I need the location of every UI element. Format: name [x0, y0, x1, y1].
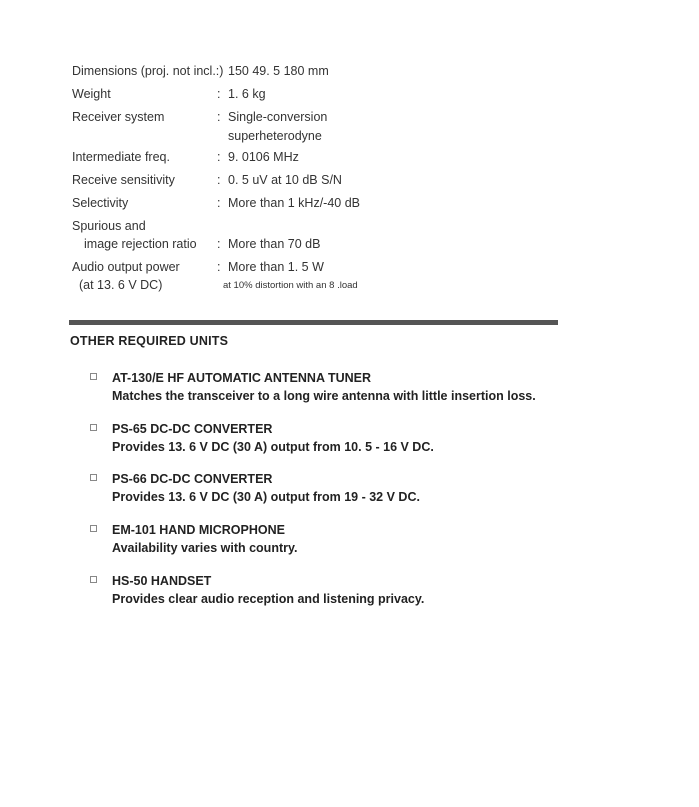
spec-value: Single-conversion [228, 110, 328, 124]
unit-description: Provides 13. 6 V DC (30 A) output from 19 - 32 V DC. [112, 490, 420, 504]
checkbox-icon [90, 576, 97, 583]
spec-value: More than 70 dB [228, 237, 321, 251]
spec-colon: : [217, 237, 221, 251]
spec-label: Weight [72, 87, 111, 101]
spec-label: Receive sensitivity [72, 173, 175, 187]
spec-colon: : [217, 87, 221, 101]
spec-colon: : [217, 196, 221, 210]
spec-label: Spurious and [72, 219, 146, 233]
spec-label: Selectivity [72, 196, 129, 210]
spec-value: 150 49. 5 180 mm [228, 64, 329, 78]
spec-value-line2: superheterodyne [228, 129, 322, 143]
spec-colon: : [217, 173, 221, 187]
spec-label: Intermediate freq. [72, 150, 170, 164]
checkbox-icon [90, 373, 97, 380]
unit-name: PS-65 DC-DC CONVERTER [112, 422, 273, 436]
spec-colon: : [217, 260, 221, 274]
unit-description: Provides clear audio reception and listening privacy. [112, 592, 425, 606]
spec-value-note: at 10% distortion with an 8 .load [223, 280, 358, 291]
section-divider [69, 320, 558, 325]
spec-value: 9. 0106 MHz [228, 150, 299, 164]
spec-value: 1. 6 kg [228, 87, 266, 101]
unit-name: EM-101 HAND MICROPHONE [112, 523, 285, 537]
spec-label: Receiver system [72, 110, 165, 124]
checkbox-icon [90, 525, 97, 532]
spec-value: More than 1. 5 W [228, 260, 324, 274]
spec-colon: : [217, 150, 221, 164]
checkbox-icon [90, 474, 97, 481]
unit-description: Matches the transceiver to a long wire antenna with little insertion loss. [112, 389, 536, 403]
unit-description: Provides 13. 6 V DC (30 A) output from 10. 5 - 16 V DC. [112, 440, 434, 454]
section-heading: OTHER REQUIRED UNITS [70, 334, 229, 348]
unit-name: HS-50 HANDSET [112, 574, 212, 588]
unit-name: PS-66 DC-DC CONVERTER [112, 472, 273, 486]
unit-description: Availability varies with country. [112, 541, 298, 555]
spec-value: More than 1 kHz/-40 dB [228, 196, 361, 210]
spec-colon: : [217, 110, 221, 124]
checkbox-icon [90, 424, 97, 431]
spec-label-line2: (at 13. 6 V DC) [79, 278, 163, 292]
unit-name: AT-130/E HF AUTOMATIC ANTENNA TUNER [112, 371, 372, 385]
spec-label: Dimensions (proj. not incl.:) [72, 64, 224, 78]
spec-label: Audio output power [72, 260, 180, 274]
spec-value: 0. 5 uV at 10 dB S/N [228, 173, 342, 187]
spec-label-line2: image rejection ratio [84, 237, 197, 251]
